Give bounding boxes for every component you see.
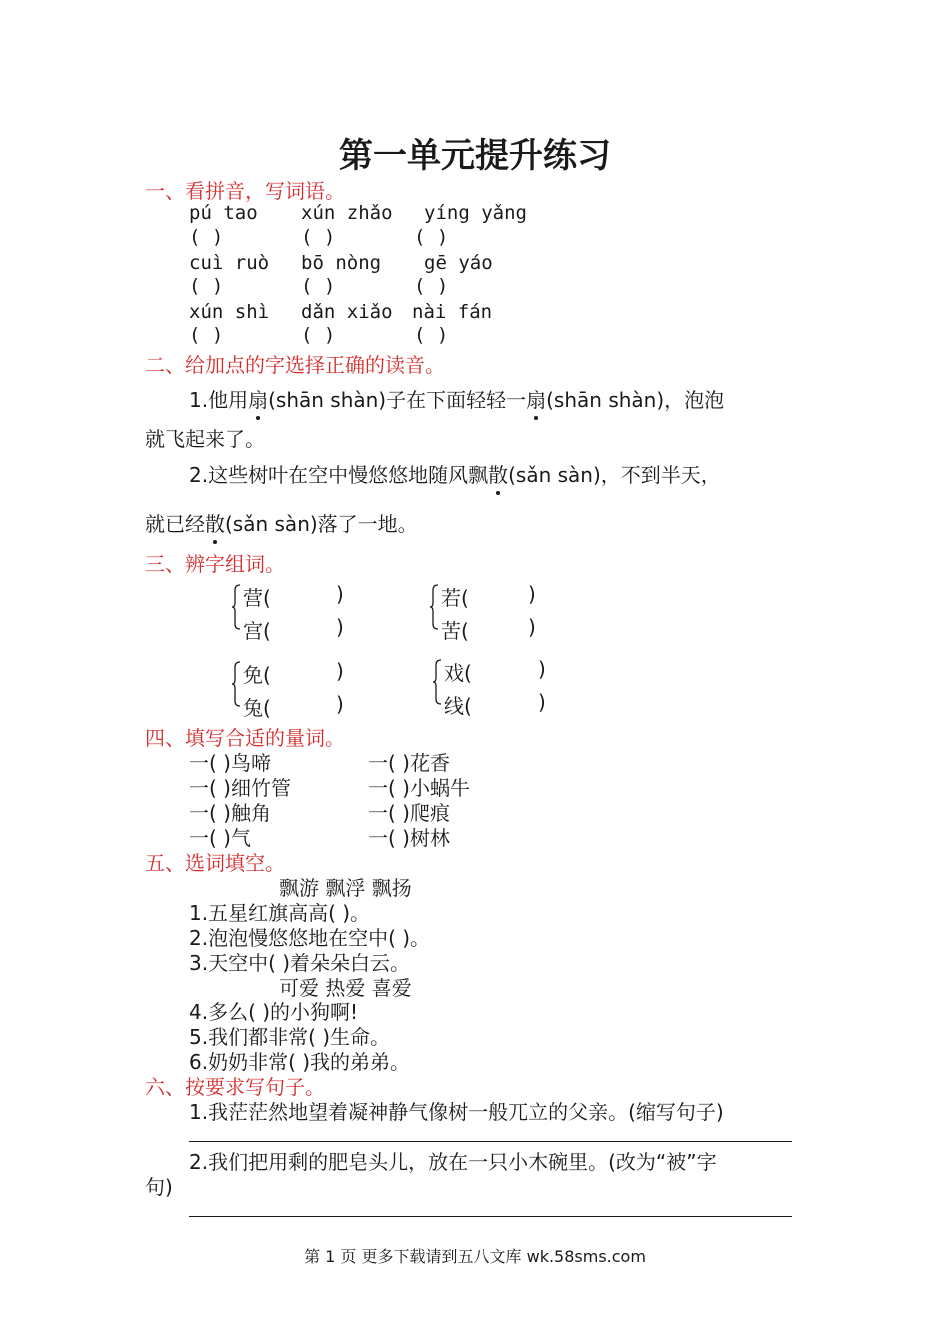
measure-word-item: 一( )树林 — [368, 826, 450, 850]
pinyin-3-3: nài fán — [412, 301, 493, 323]
page-title: 第一单元提升练习 — [339, 136, 611, 176]
question-text: 2.这些树叶在空中慢悠悠地随风飘 — [189, 463, 489, 487]
fill-question: 2.泡泡慢悠悠地在空中( )。 — [189, 926, 431, 950]
left-brace-icon — [429, 584, 439, 630]
pinyin-2-3: gē yáo — [424, 252, 493, 274]
measure-word-item: 一( )触角 — [189, 801, 271, 825]
question-text: 就已经 — [145, 512, 205, 536]
pinyin-3-2: dǎn xiǎo — [301, 301, 393, 323]
compare-char: 免( — [243, 663, 271, 687]
section-6-heading: 六、按要求写句子。 — [145, 1075, 325, 1099]
measure-word-item: 一( )爬痕 — [368, 801, 450, 825]
dotted-char: 散 — [488, 459, 508, 488]
answer-blank[interactable]: ( ) — [301, 226, 336, 248]
question-2-2 — [189, 459, 721, 488]
section-1-heading: 一、看拼音，写词语。 — [145, 179, 345, 203]
section-4-heading: 四、填写合适的量词。 — [145, 726, 345, 750]
answer-blank[interactable]: ( ) — [301, 324, 336, 346]
measure-word-item: 一( )细竹管 — [189, 776, 291, 800]
compare-close: ) — [538, 657, 546, 681]
question-text: (sǎn sàn)落了一地。 — [225, 512, 418, 536]
answer-blank[interactable]: ( ) — [414, 324, 449, 346]
question-text: 1.他用 — [189, 388, 249, 412]
compare-close: ) — [538, 690, 546, 714]
compare-close: ) — [336, 659, 344, 683]
compare-char: 兔( — [243, 696, 271, 720]
compare-close: ) — [528, 582, 536, 606]
word-bank: 飘游 飘浮 飘扬 — [279, 876, 412, 900]
compare-close: ) — [336, 582, 344, 606]
measure-word-item: 一( )气 — [189, 826, 251, 850]
section-2-heading: 二、给加点的字选择正确的读音。 — [145, 353, 445, 377]
section-5-heading: 五、选词填空。 — [145, 851, 285, 875]
answer-line[interactable] — [189, 1216, 792, 1217]
dotted-char: 散 — [205, 508, 225, 537]
compare-char: 苦( — [441, 619, 469, 643]
word-bank: 可爱 热爱 喜爱 — [279, 976, 412, 1000]
fill-question: 3.天空中( )着朵朵白云。 — [189, 951, 411, 975]
question-2-1 — [189, 384, 724, 413]
pinyin-1-2: xún zhǎo — [301, 202, 393, 224]
fill-question: 5.我们都非常( )生命。 — [189, 1025, 391, 1049]
answer-blank[interactable]: ( ) — [414, 226, 449, 248]
answer-blank[interactable]: ( ) — [189, 275, 224, 297]
compare-close: ) — [528, 615, 536, 639]
left-brace-icon — [231, 584, 241, 630]
rewrite-question-2: 2.我们把用剩的肥皂头儿，放在一只小木碗里。(改为“被”字 — [189, 1150, 717, 1174]
pinyin-2-1: cuì ruò — [189, 252, 270, 274]
measure-word-item: 一( )小蜗牛 — [368, 776, 470, 800]
pinyin-1-1: pú tao — [189, 202, 258, 224]
question-2-1-continued: 就飞起来了。 — [145, 427, 265, 451]
left-brace-icon — [432, 659, 442, 705]
question-2-2-continued — [145, 508, 418, 537]
compare-char: 营( — [243, 586, 271, 610]
question-text: (sǎn sàn)，不到半天， — [508, 463, 721, 487]
compare-char: 线( — [444, 694, 472, 718]
page-footer: 第 1 页 更多下载请到五八文库 wk.58sms.com — [304, 1247, 646, 1266]
compare-char: 戏( — [444, 661, 472, 685]
pinyin-2-2: bō nòng — [301, 252, 382, 274]
answer-blank[interactable]: ( ) — [414, 275, 449, 297]
section-3-heading: 三、辨字组词。 — [145, 552, 285, 576]
question-text: (shān shàn)子在下面轻轻一 — [268, 388, 527, 412]
rewrite-question-2-continued: 句) — [145, 1175, 173, 1199]
dotted-char: 扇 — [526, 384, 546, 413]
pinyin-3-1: xún shì — [189, 301, 270, 323]
pinyin-1-3: yíng yǎng — [424, 202, 527, 224]
fill-question: 6.奶奶非常( )我的弟弟。 — [189, 1050, 411, 1074]
left-brace-icon — [231, 661, 241, 707]
answer-line[interactable] — [189, 1141, 792, 1142]
answer-blank[interactable]: ( ) — [189, 226, 224, 248]
fill-question: 4.多么( )的小狗啊! — [189, 1000, 359, 1024]
fill-question: 1.五星红旗高高( )。 — [189, 901, 371, 925]
rewrite-question-1: 1.我茫茫然地望着凝神静气像树一般兀立的父亲。(缩写句子) — [189, 1100, 724, 1124]
measure-word-item: 一( )鸟啼 — [189, 751, 271, 775]
compare-char: 若( — [441, 586, 469, 610]
compare-close: ) — [336, 615, 344, 639]
compare-close: ) — [336, 692, 344, 716]
answer-blank[interactable]: ( ) — [189, 324, 224, 346]
measure-word-item: 一( )花香 — [368, 751, 450, 775]
question-text: (shān shàn)，泡泡 — [546, 388, 725, 412]
dotted-char: 扇 — [248, 384, 268, 413]
answer-blank[interactable]: ( ) — [301, 275, 336, 297]
compare-char: 宫( — [243, 619, 271, 643]
